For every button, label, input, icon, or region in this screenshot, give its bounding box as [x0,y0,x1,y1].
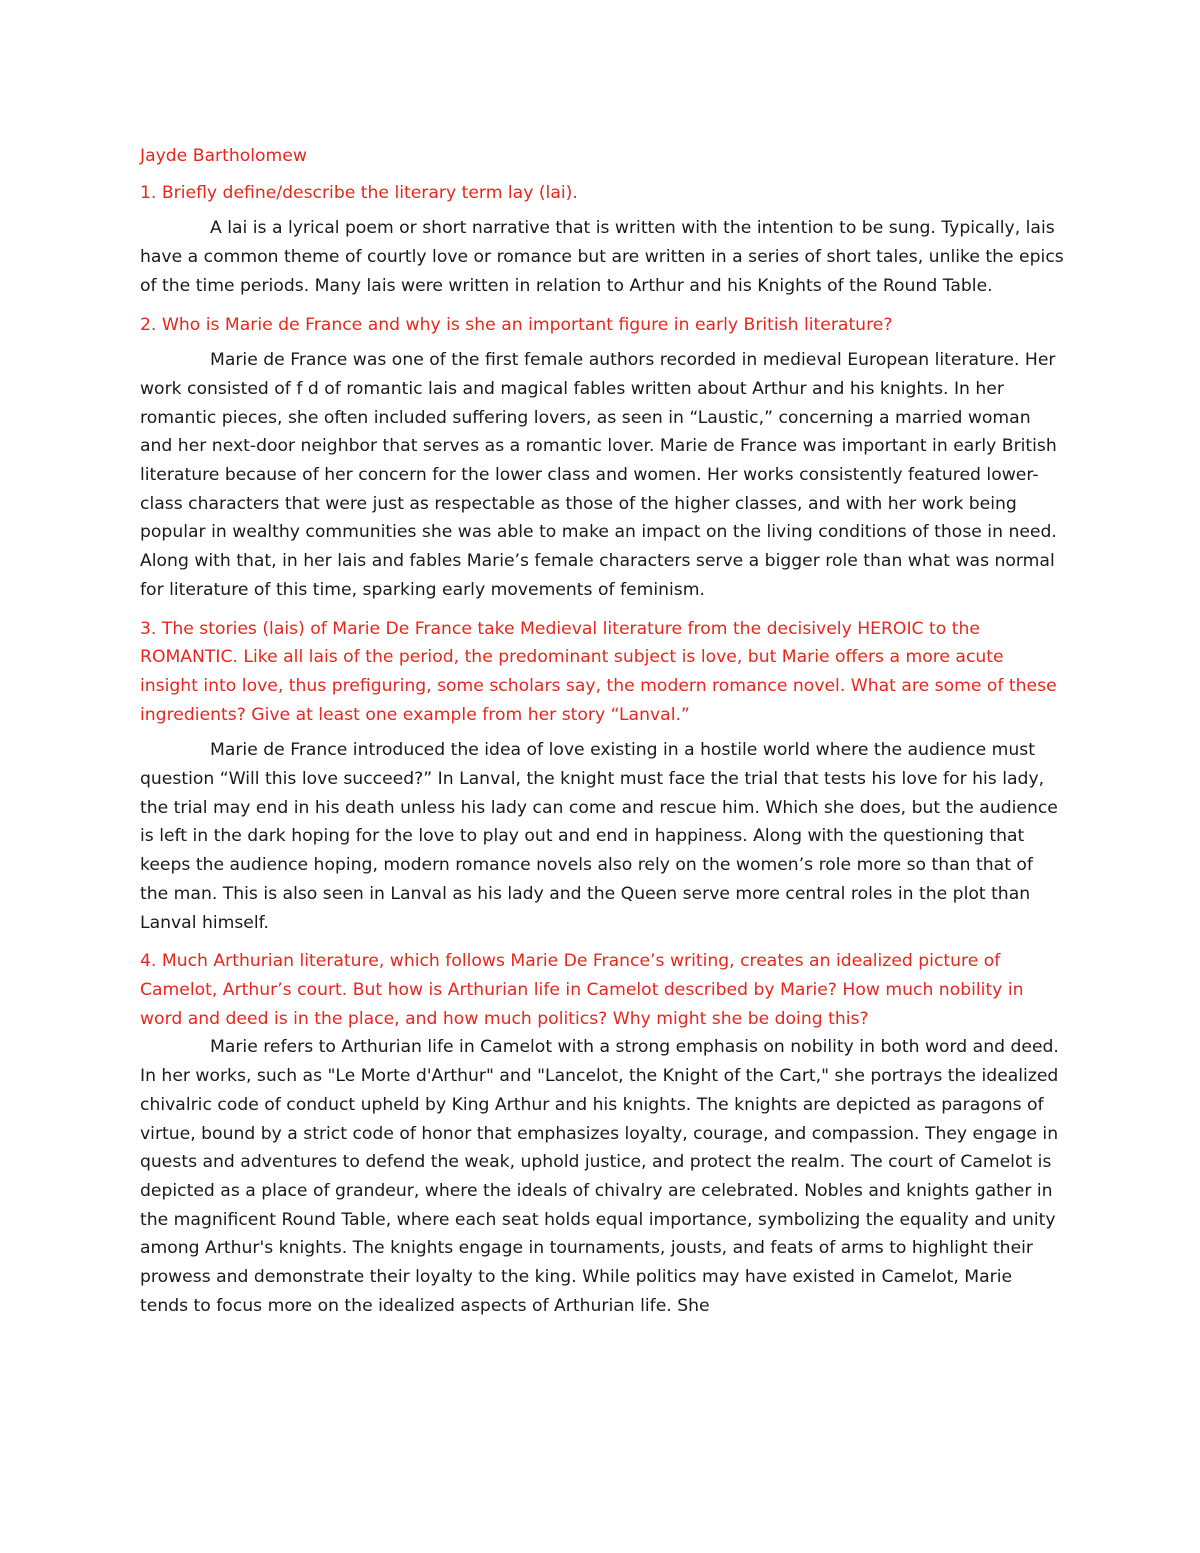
question-3: 3. The stories (lais) of Marie De France take Medieval literature from the decisively HEROIC to the ROMANTIC. Like all lais of the period, the predominant subject is love, but Marie offers a more acute insight into love, thus prefiguring, some scholars say, the modern romance novel. What are some of these ingredients? Give at least one example from her story “Lanval.” [140,618,1057,725]
answer-1: A lai is a lyrical poem or short narrative that is written with the intention to be sung. Typically, lais have a common theme of courtly love or romance but are written in a series of short tales, unlike the epics of the time periods. Many lais were written in relation to Arthur and his Knights of the Round Table. [140,218,1064,296]
author-name: Jayde Bartholomew [140,146,307,166]
document-body [140,142,1065,1330]
question-1: 1. Briefly define/describe the literary term lay (lai). [140,182,578,203]
question-4: 4. Much Arthurian literature, which follows Marie De France’s writing, creates an idealized picture of Camelot, Arthur’s court. But how is Arthurian life in Camelot described by Marie? How much nobility in word and deed is in the place, and how much politics? Why might she be doing this? [140,951,1024,1029]
answer-3: Marie de France introduced the idea of love existing in a hostile world where the audience must question “Will this love succeed?” In Lanval, the knight must face the trial that tests his love for his lady, the trial may end in his death unless his lady can come and rescue him. Which she does, but the audience is left in the dark hoping for the love to play out and end in happiness. Along with the questioning that keeps the audience hoping, modern romance novels also rely on the women’s role more so than that of the man. This is also seen in Lanval as his lady and the Queen serve more central roles in the plot than Lanval himself. [140,740,1058,933]
question-2: 2. Who is Marie de France and why is she an important figure in early British literature? [140,314,893,335]
answer-2: Marie de France was one of the first female authors recorded in medieval European literature. Her work consisted of f d of romantic lais and magical fables written about Arthur and his knights. In her romantic pieces, she often included suffering lovers, as seen in “Laustic,” concerning a married woman and her next-door neighbor that serves as a romantic lover. Marie de France was important in early British literature because of her concern for the lower class and women. Her works consistently featured lower-class characters that were just as respectable as those of the higher classes, and with her work being popular in wealthy communities she was able to make an impact on the living conditions of those in need. Along with that, in her lais and fables Marie’s female characters serve a bigger role than what was normal for literature of this time, sparking early movements of feminism. [140,350,1057,600]
answer-4: Marie refers to Arthurian life in Camelot with a strong emphasis on nobility in both word and deed. In her works, such as "Le Morte d'Arthur" and "Lancelot, the Knight of the Cart," she portrays the idealized chivalric code of conduct upheld by King Arthur and his knights. The knights are depicted as paragons of virtue, bound by a strict code of honor that emphasizes loyalty, courage, and compassion. They engage in quests and adventures to defend the weak, uphold justice, and protect the realm. The court of Camelot is depicted as a place of grandeur, where the ideals of chivalry are celebrated. Nobles and knights gather in the magnificent Round Table, where each seat holds equal importance, symbolizing the equality and unity among Arthur's knights. The knights engage in tournaments, jousts, and feats of arms to highlight their prowess and demonstrate their loyalty to the king. While politics may have existed in Camelot, Marie tends to focus more on the idealized aspects of Arthurian life. She [140,1037,1059,1316]
